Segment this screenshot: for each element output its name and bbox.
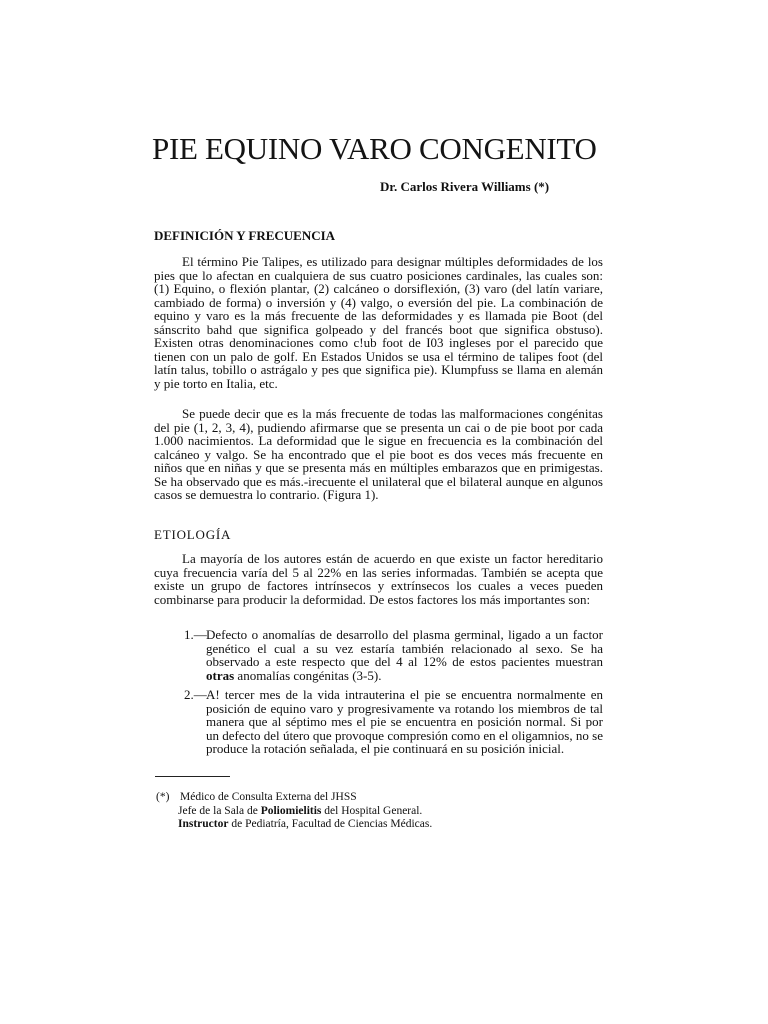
etiologia-list-item-2 bbox=[184, 688, 603, 756]
footnote-line-1: (*) Médico de Consulta Externa del JHSS bbox=[156, 791, 357, 803]
section-heading-etiologia: ETIOLOGÍA bbox=[154, 527, 232, 542]
footnote-line-3: Instructor de Pediatría, Facultad de Ciencias Médicas. bbox=[178, 818, 433, 830]
footnote bbox=[156, 791, 432, 832]
footnote-mark: (*) bbox=[156, 791, 170, 803]
definicion-paragraph-1: El término Pie Talipes, es utilizado para designar múltiples deformidades de los pies que lo afectan en cualquiera de sus cuatro posiciones cardinales, las cuales son: (1) Equino, o flexión plantar, (2) calcáneo o dorsiflexión, (3) varo (del latín variare, cambiado de forma) o inversión y (4) valgo, o eversión del pie. La combinación de equino y varo es la más frecuente de las deformidades y es llamada pie Boot (del sánscrito bahd que significa golpeado y del francés boot que significa obstuso). Existen otras denominaciones como c!ub foot de I03 ingleses por el parecido que tienen con un palo de golf. En Estados Unidos se usa el término de talipes foot (del latín talus, tobillo o astrágalo y pes que significa pie). Klumpfuss se llama en alemán y pie torto en Italia, etc. bbox=[154, 254, 603, 391]
etiologia-paragraph-1: La mayoría de los autores están de acuerdo en que existe un factor hereditario cuya frecuencia varía del 5 al 22% en las series informadas. También se acepta que existe un grupo de factores intrínsecos y extrínsecos los cuales a veces pueden combinarse para producir la deformidad. De estos factores los más importantes son: bbox=[154, 551, 603, 607]
author-line: Dr. Carlos Rivera Williams (*) bbox=[380, 179, 550, 194]
list-item-number: 1.— bbox=[184, 627, 207, 642]
list-item-text: Defecto o anomalías de desarrollo del plasma germinal, ligado a un factor genético el cual a su vez estaría también relacionado al sexo. Se ha observado a este respecto que del 4 al 12% de estos pacientes muestran otras anomalías congénitas (3-5). bbox=[206, 627, 603, 683]
section-heading-definicion: DEFINICIÓN Y FRECUENCIA bbox=[154, 228, 336, 243]
etiologia-list-item-1 bbox=[184, 628, 603, 682]
list-item-text: A! tercer mes de la vida intrauterina el pie se encuentra normalmente en posición de equino varo y progresivamente va rotando los miembros de tal manera que al séptimo mes el pie se encuentra en posición normal. Si por un defecto del útero que provoque compresión como en el oligamnios, no se produce la rotación señalada, el pie continuará en su posición inicial. bbox=[206, 687, 603, 756]
list-item-number: 2.— bbox=[184, 687, 207, 702]
footnote-line-2: Jefe de la Sala de Poliomielitis del Hospital General. bbox=[178, 804, 423, 817]
footnote-divider bbox=[155, 776, 230, 777]
emphasis-word: otras bbox=[206, 667, 235, 683]
page-title: PIE EQUINO VARO CONGENITO bbox=[152, 131, 597, 166]
definicion-paragraph-2: Se puede decir que es la más frecuente de todas las malformaciones congénitas del pie (1, 2, 3, 4), pudiendo afirmarse que se presenta un cai o de pie boot por cada 1.000 nacimientos. La deformidad que le sigue en frecuencia es la combinación del calcáneo y valgo. Se ha encontrado que el pie boot es dos veces más frecuente en niños que en niñas y que se presenta más en múltiples embarazos que en primigestas. Se ha observado que es más.-irecuente el unilateral que el bilateral aunque en algunos casos se demuestra lo contrario. (Figura 1). bbox=[154, 406, 603, 502]
